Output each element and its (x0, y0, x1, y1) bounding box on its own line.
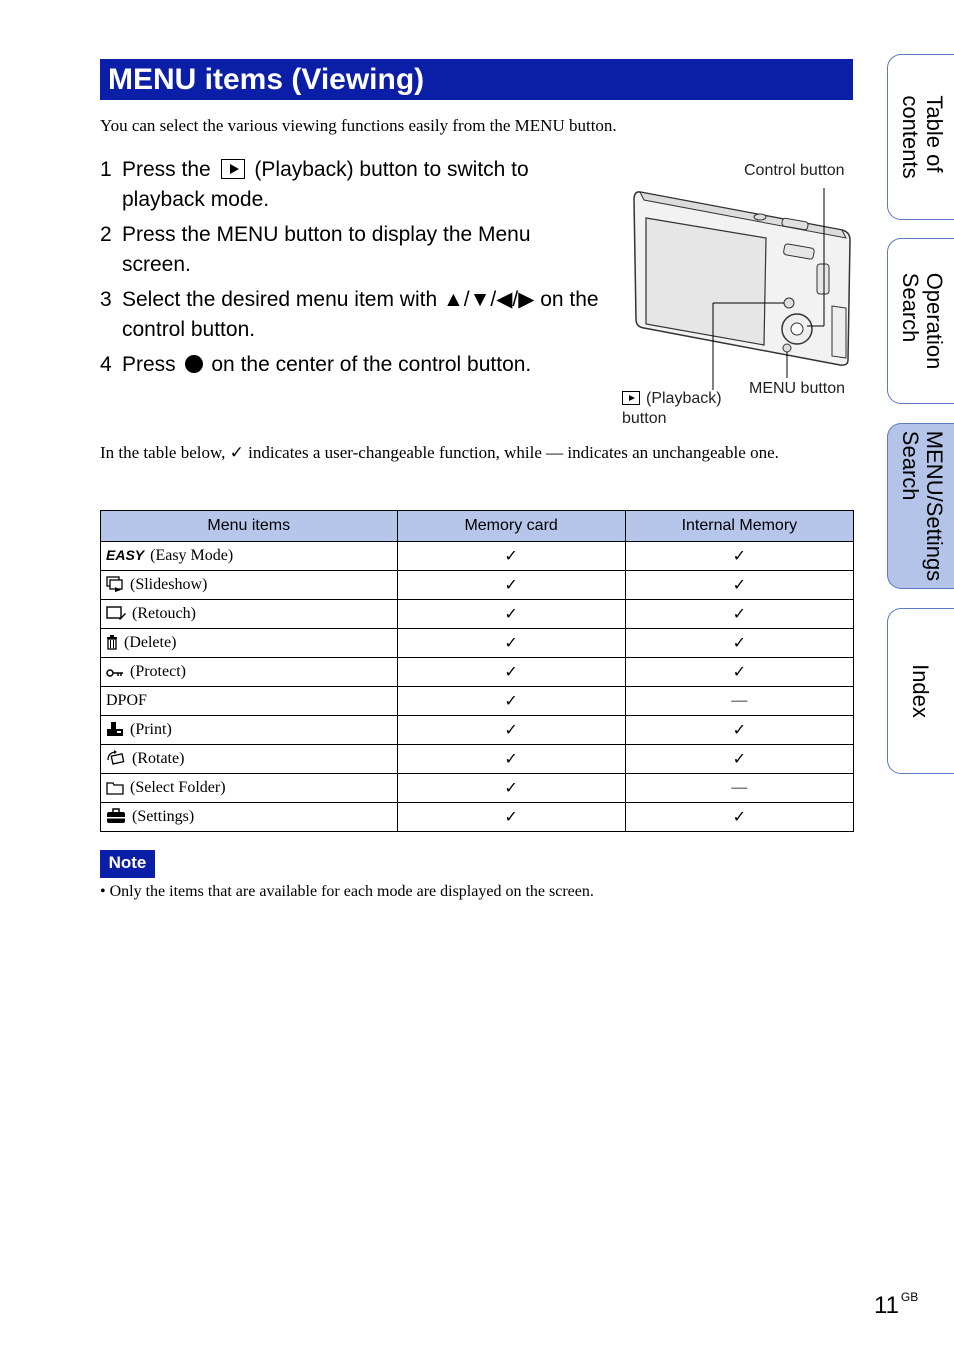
step-3 (100, 285, 600, 345)
playback-button-label-2: button (622, 410, 667, 427)
menu-item-label: (Settings) (132, 808, 195, 825)
tab-label-line: contents (898, 95, 923, 179)
step-text: Press (122, 353, 176, 376)
tab-label-line: Index (908, 664, 933, 718)
slideshow-icon (106, 576, 124, 592)
memory-card-cell: ✓ (397, 774, 625, 803)
tab-label-line: Table of (922, 95, 947, 173)
step-text: Press the (122, 158, 211, 181)
internal-memory-cell: ✓ (625, 803, 853, 832)
step-1 (100, 155, 600, 215)
note-text: • Only the items that are available for each mode are displayed on the screen. (100, 883, 594, 900)
menu-item-label: (Select Folder) (130, 779, 226, 796)
page-title: MENU items (Viewing) (100, 59, 853, 100)
table-row (101, 716, 854, 745)
memory-card-cell: ✓ (397, 687, 625, 716)
select-folder-icon (106, 781, 124, 795)
memory-card-cell: ✓ (397, 600, 625, 629)
page-number-value: 11 (874, 1292, 899, 1319)
internal-memory-cell: ✓ (625, 542, 853, 571)
menu-item-cell (101, 803, 398, 832)
playback-icon (221, 159, 245, 179)
menu-item-label: (Protect) (130, 663, 186, 680)
step-2 (100, 220, 600, 280)
column-header: Internal Memory (625, 511, 853, 542)
tab-label (908, 664, 932, 718)
table-row (101, 774, 854, 803)
step-number: 2 (100, 223, 112, 246)
tab-label-line: Search (898, 430, 923, 501)
menu-button-label: MENU button (749, 380, 846, 397)
menu-item-label: DPOF (106, 692, 147, 709)
memory-card-cell: ✓ (397, 571, 625, 600)
playback-button-label (622, 390, 722, 408)
step-text: on the center of the control button. (211, 353, 532, 376)
settings-icon (106, 808, 126, 824)
menu-item-cell (101, 745, 398, 774)
step-4 (100, 350, 600, 380)
note-label: Note (100, 850, 155, 878)
column-header: Menu items (101, 511, 398, 542)
table-row (101, 571, 854, 600)
menu-item-label: (Rotate) (132, 750, 185, 767)
table-row (101, 600, 854, 629)
step-number: 4 (100, 353, 112, 376)
menu-item-cell (101, 716, 398, 745)
menu-item-cell (101, 658, 398, 687)
menu-item-cell (101, 629, 398, 658)
tab-index[interactable] (887, 608, 954, 774)
tab-label-line: MENU/Settings (922, 430, 947, 582)
camera-illustration (610, 158, 855, 433)
menu-item-cell (101, 600, 398, 629)
control-button-label: Control button (744, 162, 845, 179)
memory-card-cell: ✓ (397, 803, 625, 832)
internal-memory-cell: ✓ (625, 745, 853, 774)
table-header-row (101, 511, 854, 542)
tab-label (898, 273, 946, 370)
rotate-icon (106, 750, 126, 766)
tab-operation-search[interactable] (887, 238, 954, 404)
center-button-icon (185, 355, 203, 373)
tab-menu-settings-search[interactable] (887, 423, 954, 589)
tab-label (898, 95, 946, 178)
memory-card-cell: ✓ (397, 745, 625, 774)
tab-label-line: Search (898, 272, 923, 343)
table-row (101, 803, 854, 832)
page-number-suffix: GB (900, 1290, 919, 1304)
memory-card-cell: ✓ (397, 658, 625, 687)
internal-memory-cell: ✓ (625, 571, 853, 600)
menu-item-cell (101, 542, 398, 571)
protect-icon (106, 667, 124, 679)
playback-label-text: (Playback) (646, 390, 722, 407)
internal-memory-cell: ✓ (625, 600, 853, 629)
table-row (101, 629, 854, 658)
menu-item-label: (Easy Mode) (150, 547, 234, 564)
menu-item-cell (101, 687, 398, 716)
intro-text: You can select the various viewing functions easily from the MENU button. (100, 116, 617, 135)
table-row (101, 687, 854, 716)
retouch-icon (106, 605, 126, 621)
legend-text: indicates a user-changeable function, while — indicates an unchangeable one. (248, 443, 779, 462)
step-text: Select the desired menu item with ▲/▼/◀/▶ on the control button. (122, 288, 599, 341)
internal-memory-cell: — (625, 774, 853, 803)
column-header: Memory card (397, 511, 625, 542)
memory-card-cell: ✓ (397, 716, 625, 745)
step-text: (Playback) button to switch to playback mode. (122, 158, 529, 211)
internal-memory-cell: ✓ (625, 716, 853, 745)
check-icon: ✓ (229, 443, 244, 462)
table-row (101, 542, 854, 571)
table-legend-note (100, 441, 853, 465)
internal-memory-cell: ✓ (625, 658, 853, 687)
menu-item-label: (Slideshow) (130, 576, 208, 593)
menu-items-table (100, 510, 854, 832)
playback-icon (622, 391, 640, 405)
step-number: 1 (100, 158, 112, 181)
internal-memory-cell: ✓ (625, 629, 853, 658)
table-row (101, 658, 854, 687)
menu-item-cell (101, 774, 398, 803)
tab-table-of-contents[interactable] (887, 54, 954, 220)
table-row (101, 745, 854, 774)
print-icon (106, 721, 124, 737)
tab-label (898, 431, 946, 581)
internal-memory-cell: — (625, 687, 853, 716)
legend-text: In the table below, (100, 443, 226, 462)
menu-item-cell (101, 571, 398, 600)
menu-item-label: (Retouch) (132, 605, 196, 622)
step-text: Press the MENU button to display the Menu screen. (122, 223, 531, 276)
easy-mode-icon: EASY (106, 547, 145, 563)
memory-card-cell: ✓ (397, 542, 625, 571)
step-number: 3 (100, 288, 112, 311)
memory-card-cell: ✓ (397, 629, 625, 658)
steps-list (100, 155, 600, 385)
tab-label-line: Operation (922, 272, 947, 370)
menu-item-label: (Print) (130, 721, 172, 738)
delete-icon (106, 634, 118, 650)
page-number (874, 1290, 918, 1320)
menu-item-label: (Delete) (124, 634, 177, 651)
